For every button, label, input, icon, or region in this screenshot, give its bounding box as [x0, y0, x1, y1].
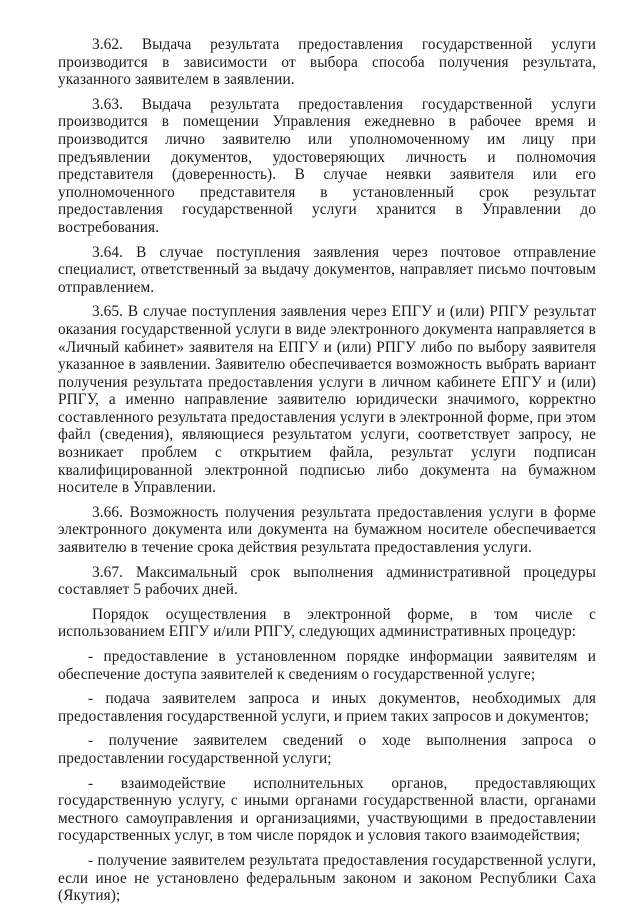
list-item: - подача заявителем запроса и иных документов, необходимых для предоставления государственной услуги, и прием таких запросов и документов; — [58, 690, 596, 725]
list-item: - взаимодействие исполнительных органов, предоставляющих государственную услугу, с иными органами государственной власти, органами местного самоуправления и организациями, участвующими в предоставлении государственных услуг, в том числе порядок и условия такого взаимодействия; — [58, 774, 596, 845]
paragraph-3-67: 3.67. Максимальный срок выполнения административной процедуры составляет 5 рабочих дней. — [58, 563, 596, 599]
procedures-intro: Порядок осуществления в электронной форме, в том числе с использованием ЕПГУ и/или РПГУ, следующих административных процедур: — [58, 605, 596, 641]
paragraph-3-63: 3.63. Выдача результата предоставления государственной услуги производится в помещении Управления ежедневно в рабочее время и производится лично заявителю или уполномоченному им лицу при предъявлении документов, удостоверяющих личность и полномочия представителя (доверенность). В случае неявки заявителя или его уполномоченного представителя в установленный срок результат предоставления государственной услуги хранится в Управлении до востребования. — [58, 95, 596, 236]
paragraph-3-62: 3.62. Выдача результата предоставления государственной услуги производится в зависимости от выбора способа получения результата, указанного заявителем в заявлении. — [58, 36, 596, 89]
paragraph-3-64: 3.64. В случае поступления заявления через почтовое отправление специалист, ответственный за выдачу документов, направляет письмо почтовым отправлением. — [58, 243, 596, 296]
paragraph-3-66: 3.66. Возможность получения результата предоставления услуги в форме электронного документа или документа на бумажном носителе обеспечивается заявителю в течение срока действия результата предоставления услуги. — [58, 503, 596, 557]
paragraph-3-65: 3.65. В случае поступления заявления через ЕПГУ и (или) РПГУ результат оказания государственной услуги в виде электронного документа направляется в «Личный кабинет» заявителя на ЕПГУ и (или) РПГУ либо по выбору заявителя указанное в заявлении. Заявителю обеспечивается возможность выбрать вариант получения результата предоставления услуги в личном кабинете ЕПГУ и (или) РПГУ, а именно направление заявителю юридически значимого, корректно составленного результата предоставления услуги в электронной форме, при этом файл (сведения), являющиеся результатом услуги, соответствует запросу, не возникает проблем с открытием файла, результат услуги подписан квалифицированной электронной подписью либо документа на бумажном носителе в Управлении. — [58, 303, 596, 497]
list-item: - получение заявителем сведений о ходе выполнения запроса о предоставлении государственной услуги; — [58, 732, 596, 767]
list-item: - предоставление в установленном порядке информации заявителям и обеспечение доступа заявителей к сведениям о государственной услуге; — [58, 648, 596, 683]
list-item: - получение заявителем результата предоставления государственной услуги, если иное не установлено федеральным законом и законом Республики Саха (Якутия); — [58, 851, 596, 905]
document-body — [58, 36, 596, 912]
